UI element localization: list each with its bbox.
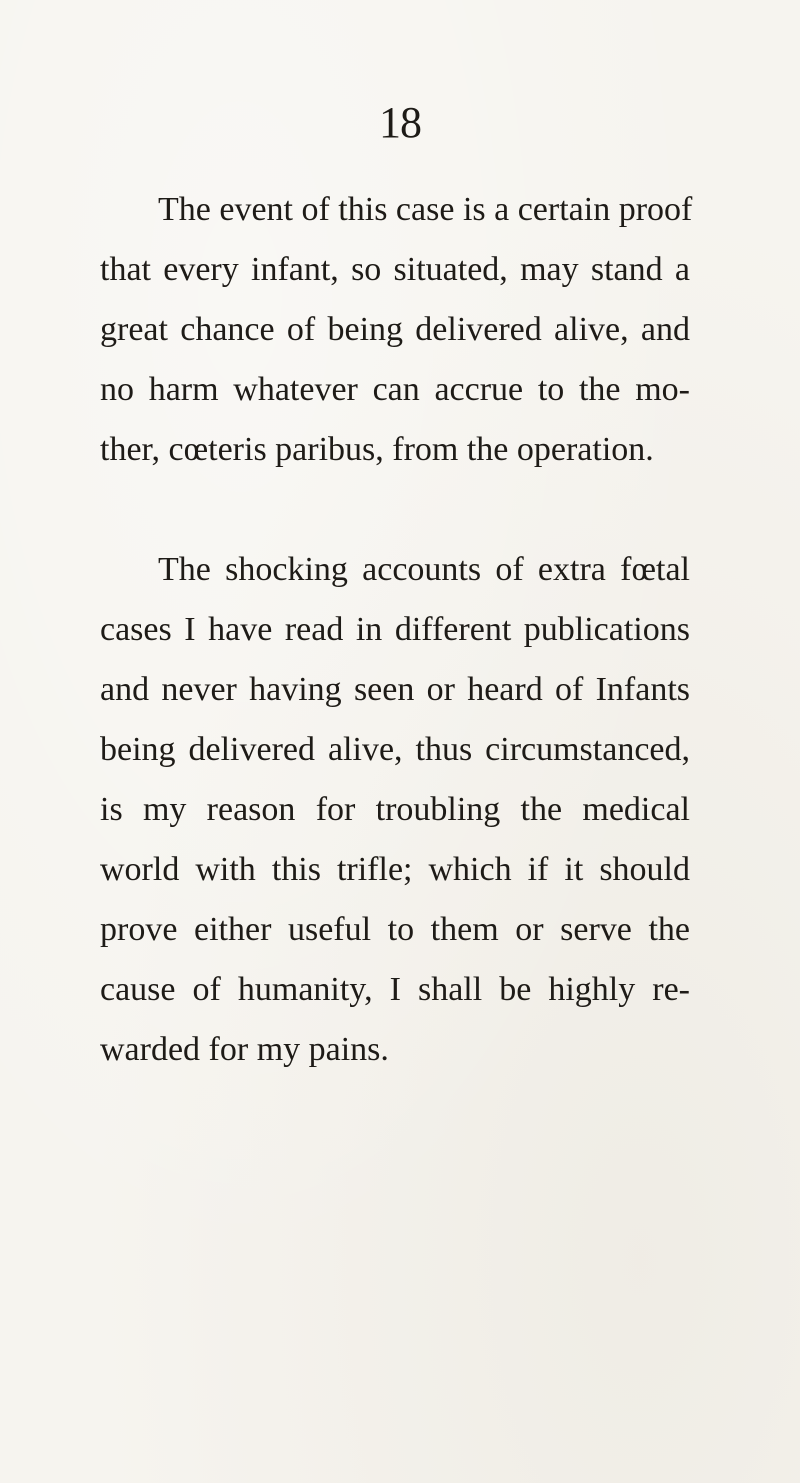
text-line: is my reason for troubling the medical xyxy=(100,791,690,828)
text-line: and never having seen or heard of Infants xyxy=(100,671,690,708)
text-line: The event of this case is a certain proof xyxy=(158,191,693,228)
paragraph-spacer xyxy=(100,480,690,540)
page-number: 18 xyxy=(379,98,421,147)
text-line: cause of humanity, I shall be highly re- xyxy=(100,971,690,1008)
text-line: no harm whatever can accrue to the mo- xyxy=(100,371,690,408)
paragraph-1 xyxy=(100,180,693,480)
text-line: great chance of being delivered alive, and xyxy=(100,311,690,348)
text-line: The shocking accounts of extra fœtal xyxy=(158,551,690,588)
text-line: that every infant, so situated, may stand a xyxy=(100,251,690,288)
text-line: ther, cœteris paribus, from the operation. xyxy=(100,431,654,468)
text-line: being delivered alive, thus circumstanced, xyxy=(100,731,690,768)
body-text xyxy=(100,180,693,1080)
text-line: cases I have read in different publications xyxy=(100,611,690,648)
text-line: warded for my pains. xyxy=(100,1031,389,1068)
text-line: world with this trifle; which if it should xyxy=(100,851,690,888)
text-line: prove either useful to them or serve the xyxy=(100,911,690,948)
paragraph-2 xyxy=(100,540,690,1080)
